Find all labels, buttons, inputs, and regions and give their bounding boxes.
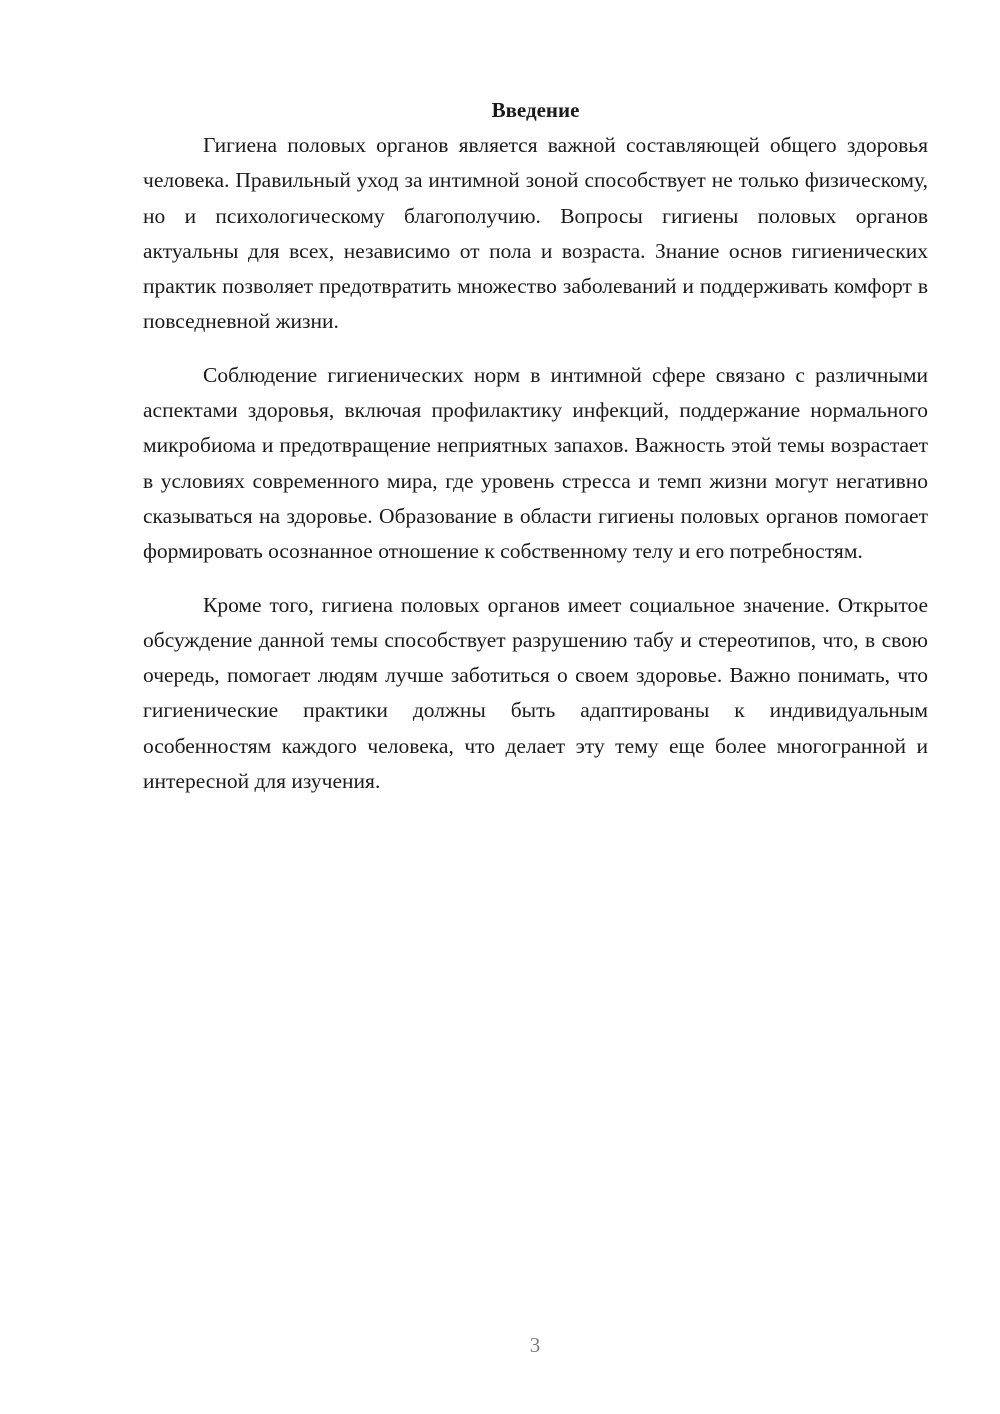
page-content: [143, 92, 928, 817]
paragraph-2: Соблюдение гигиенических норм в интимной сфере связано с различными аспектами здоровья, включая профилактику инфекций, поддержание нормального микробиома и предотвращение неприятных запахов. Важность этой темы возрастает в условиях современного мира, где уровень стресса и темп жизни могут негативно сказываться на здоровье. Образование в области гигиены половых органов помогает формировать осознанное отношение к собственному телу и его потребностям.: [143, 362, 928, 564]
page-number: 3: [529, 1333, 541, 1357]
section-heading: Введение: [491, 98, 580, 122]
paragraph-1: Гигиена половых органов является важной составляющей общего здоровья человека. Правильный уход за интимной зоной способствует не только физическому, но и психологическому благополучию. Вопросы гигиены половых органов актуальны для всех, независимо от пола и возраста. Знание основ гигиенических практик позволяет предотвратить множество заболеваний и поддерживать комфорт в повседневной жизни.: [143, 133, 928, 334]
paragraph-3: Кроме того, гигиена половых органов имеет социальное значение. Открытое обсуждение данной темы способствует разрушению табу и стереотипов, что, в свою очередь, помогает людям лучше заботиться о своем здоровье. Важно понимать, что гигиенические практики должны быть адаптированы к индивидуальным особенностям каждого человека, что делает эту тему еще более многогранной и интересной для изучения.: [143, 592, 928, 794]
